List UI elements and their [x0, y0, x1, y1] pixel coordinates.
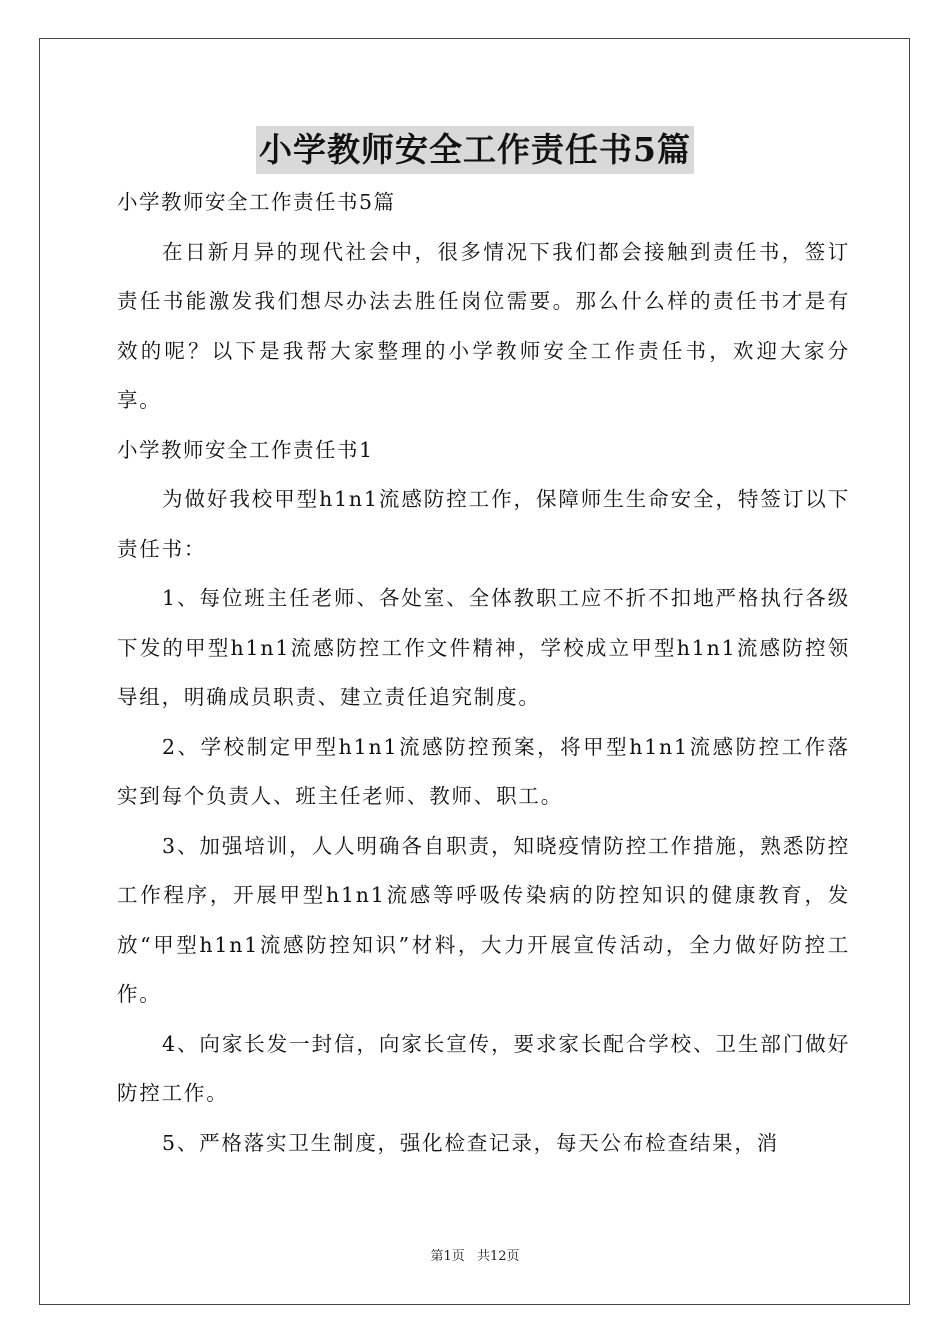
- clause-3-paragraph: 3、加强培训，人人明确各自职责，知晓疫情防控工作措施，熟悉防控工作程序，开展甲型h1n1流感等呼吸传染病的防控知识的健康教育，发放“甲型h1n1流感防控知识”材料，大力开展宣传活动，全力做好防控工作。: [117, 833, 850, 1006]
- section-heading: 小学教师安全工作责任书5篇: [117, 190, 396, 214]
- page-footer: [0, 1245, 950, 1264]
- document-title-text: 小学教师安全工作责任书5篇: [256, 126, 694, 174]
- clause-4-paragraph: 4、向家长发一封信，向家长宣传，要求家长配合学校、卫生部门做好防控工作。: [117, 1031, 850, 1105]
- clause-1-paragraph: 1、每位班主任老师、各处室、全体教职工应不折不扣地严格执行各级下发的甲型h1n1流感防控工作文件精神，学校成立甲型h1n1流感防控领导组，明确成员职责、建立责任追究制度。: [117, 586, 850, 709]
- intro-paragraph: 在日新月异的现代社会中，很多情况下我们都会接触到责任书，签订责任书能激发我们想尽办法去胜任岗位需要。那么什么样的责任书才是有效的呢？以下是我帮大家整理的小学教师安全工作责任书，欢迎大家分享。: [117, 239, 850, 412]
- page-total: 共12页: [476, 1249, 520, 1264]
- document-body: [117, 178, 850, 1168]
- document-title: [0, 126, 950, 174]
- page-number: 第1页: [430, 1249, 465, 1264]
- body-paragraph: 为做好我校甲型h1n1流感防控工作，保障师生生命安全，特签订以下责任书：: [117, 487, 850, 561]
- section-heading-1: 小学教师安全工作责任书1: [117, 437, 374, 462]
- clause-5-paragraph: 5、严格落实卫生制度，强化检查记录，每天公布检查结果，消: [162, 1130, 779, 1155]
- clause-2-paragraph: 2、学校制定甲型h1n1流感防控预案，将甲型h1n1流感防控工作落实到每个负责人、班主任老师、教师、职工。: [117, 734, 850, 808]
